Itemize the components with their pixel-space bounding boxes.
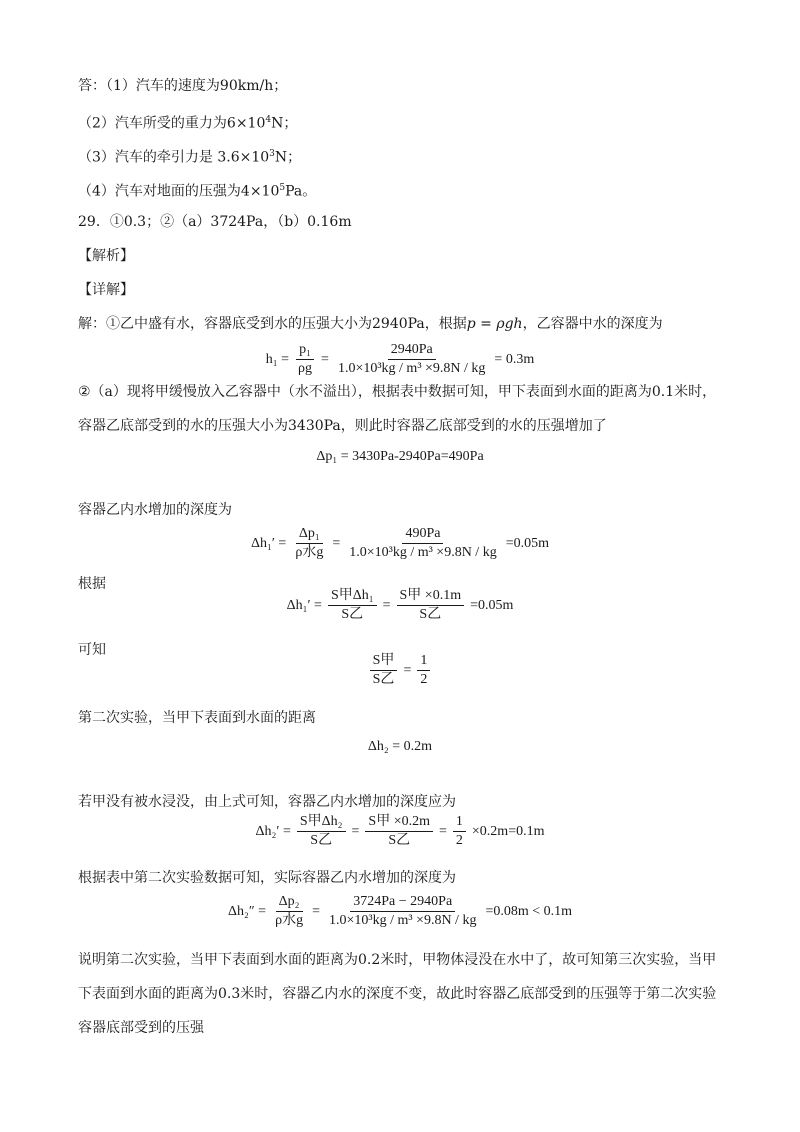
eq7-lhs: Δh₂′ = — [255, 823, 291, 839]
paragraph-4: 容器乙内水增加的深度为 — [78, 502, 232, 518]
eq8-rhs: =0.08m < 0.1m — [485, 903, 573, 919]
eq1-fraction-1: $\frac{\text{p₁}}{\rho g}$ — [298, 342, 313, 376]
paragraph-9: 根据表中第二次实验数据可知，实际容器乙内水增加的深度为 — [78, 870, 456, 886]
answer-3-exponent: 3 — [269, 149, 275, 159]
paragraph-11: 下表面到水面的距离为0.3米时，容器乙内水的深度不变，故此时容器乙底部受到的压强等于第二次实验 — [78, 986, 717, 1002]
answer-1: （1）汽车的速度为90km/h； — [106, 78, 288, 94]
eq1-rhs: = 0.3m — [494, 351, 535, 367]
eq1-fraction-2: $\frac{2940Pa}{\text{1.0×10³kg / m³ ×9.8N / kg}}$ — [337, 342, 486, 376]
equation-3: Δh₁′ = $\frac{\text{Δp₁}}{\text{ρ水g}}$ = $\frac{490Pa}{\text{1.0×10³kg / m³ ×9.8N / kg}}$ =0.05m — [250, 526, 549, 560]
answer-3-unit: N； — [274, 149, 302, 166]
eq3-fraction-2: $\frac{490Pa}{\text{1.0×10³kg / m³ ×9.8N / kg}}$ — [349, 526, 497, 560]
paragraph-1 — [78, 314, 663, 334]
eq7-fraction-1: $\frac{\text{S甲Δh₂}}{\text{S乙}}$ — [297, 814, 346, 849]
q29-heading: 29．①0.3；②（a）3724Pa，（b）0.16m — [78, 214, 352, 230]
eq4-fraction-2: $\frac{\text{S甲 ×0.1m}}{\text{S乙}}$ — [397, 588, 465, 623]
equation-5: $\frac{\text{S甲}}{\text{S乙}}$ = $\frac{1}{2}$ — [0, 652, 800, 688]
answer-4-exponent: 5 — [279, 183, 286, 193]
equation-2 — [0, 448, 800, 465]
detail-label: 【详解】 — [78, 282, 134, 298]
equation-1: h₁ = $\frac{\text{p₁}}{\rho g}$ = $\frac{2940Pa}{\text{1.0×10³kg / m³ ×9.8N / kg}}$ = 0.3m — [265, 342, 535, 376]
paragraph-1-end: ，乙容器中水的深度为 — [522, 316, 663, 332]
eq8-lhs: Δh₂″ = — [227, 903, 267, 919]
eq2-text: Δp₁ = 3430Pa-2940Pa=490Pa — [316, 449, 484, 464]
pressure-formula: p = ρgh — [466, 316, 523, 332]
analysis-label: 【解析】 — [78, 248, 134, 264]
answer-line-2 — [78, 110, 297, 134]
equation-6 — [0, 738, 800, 755]
eq7-fraction-3: $\frac{1}{2}$ — [453, 814, 466, 849]
answer-line-3 — [78, 144, 301, 168]
eq8-fraction-1: $\frac{\text{Δp₂}}{\text{ρ水g}}$ — [275, 894, 304, 928]
paragraph-10: 说明第二次实验，当甲下表面到水面的距离为0.2米时，甲物体浸没在水中了，故可知第三次实验，当甲 — [78, 952, 717, 968]
paragraph-3: 容器乙底部受到的水的压强大小为3430Pa，则此时容器乙底部受到的水的压强增加了 — [78, 418, 607, 434]
answer-3-text: （3）汽车的牵引力是 3.6×10 — [78, 149, 270, 166]
eq8-fraction-2: $\frac{3724Pa - 2940Pa}{\text{1.0×10³kg / m³ ×9.8N / kg}}$ — [328, 894, 477, 928]
eq4-fraction-1: $\frac{\text{S甲Δh₁}}{\text{S乙}}$ — [328, 588, 377, 623]
paragraph-1-start: 解：①乙中盛有水，容器底受到水的压强大小为2940Pa，根据 — [78, 316, 467, 332]
eq3-lhs: Δh₁′ = — [250, 535, 287, 551]
eq4-rhs: =0.05m — [470, 597, 514, 613]
answer-line-1 — [78, 76, 287, 96]
paragraph-2: ②（a）现将甲缓慢放入乙容器中（水不溢出），根据表中数据可知，甲下表面到水面的距离为0.1米时， — [78, 384, 717, 400]
eq5-fraction-1: $\frac{\text{S甲}}{\text{S乙}}$ — [370, 653, 398, 688]
equation-4: Δh₁′ = $\frac{\text{S甲Δh₁}}{\text{S乙}}$ = $\frac{\text{S甲 ×0.1m}}{\text{S乙}}$ =0.05m — [286, 588, 514, 622]
eq3-fraction-1: $\frac{\text{Δp₁}}{\text{ρ水g}}$ — [295, 526, 324, 560]
answer-2-unit: N； — [271, 115, 298, 132]
answer-line-4 — [78, 178, 316, 202]
answer-4-text: （4）汽车对地面的压强为4×10 — [78, 183, 280, 200]
eq5-fraction-2: $\frac{1}{2}$ — [417, 653, 430, 688]
eq1-lhs: h₁ = — [265, 351, 290, 367]
eq4-lhs: Δh₁′ = — [286, 597, 322, 613]
answer-4-unit: Pa。 — [285, 183, 317, 200]
eq3-rhs: =0.05m — [505, 535, 549, 551]
eq7-fraction-2: $\frac{\text{S甲 ×0.2m}}{\text{S乙}}$ — [365, 814, 433, 849]
answer-2-text: （2）汽车所受的重力为6×10 — [78, 115, 266, 132]
paragraph-6: 可知 — [78, 642, 106, 658]
eq7-rhs: ×0.2m=0.1m — [471, 823, 545, 839]
paragraph-8: 若甲没有被水浸没，由上式可知，容器乙内水增加的深度应为 — [78, 794, 456, 810]
equation-8: Δh₂″ = $\frac{\text{Δp₂}}{\text{ρ水g}}$ = $\frac{3724Pa - 2940Pa}{\text{1.0×10³kg / m³ ×9.8N / kg}}$ =0.08m < 0.1m — [227, 894, 573, 928]
paragraph-5: 根据 — [78, 576, 106, 592]
answer-prefix: 答： — [78, 78, 106, 94]
paragraph-7: 第二次实验，当甲下表面到水面的距离 — [78, 710, 316, 726]
eq6-text: Δh₂ = 0.2m — [367, 739, 433, 754]
answer-2-exponent: 4 — [265, 115, 272, 125]
equation-7: Δh₂′ = $\frac{\text{S甲Δh₂}}{\text{S乙}}$ = $\frac{\text{S甲 ×0.2m}}{\text{S乙}}$ = $\frac{1}{2}$ ×0.2m=0.1m — [255, 814, 545, 848]
paragraph-12: 容器底部受到的压强 — [78, 1020, 204, 1036]
